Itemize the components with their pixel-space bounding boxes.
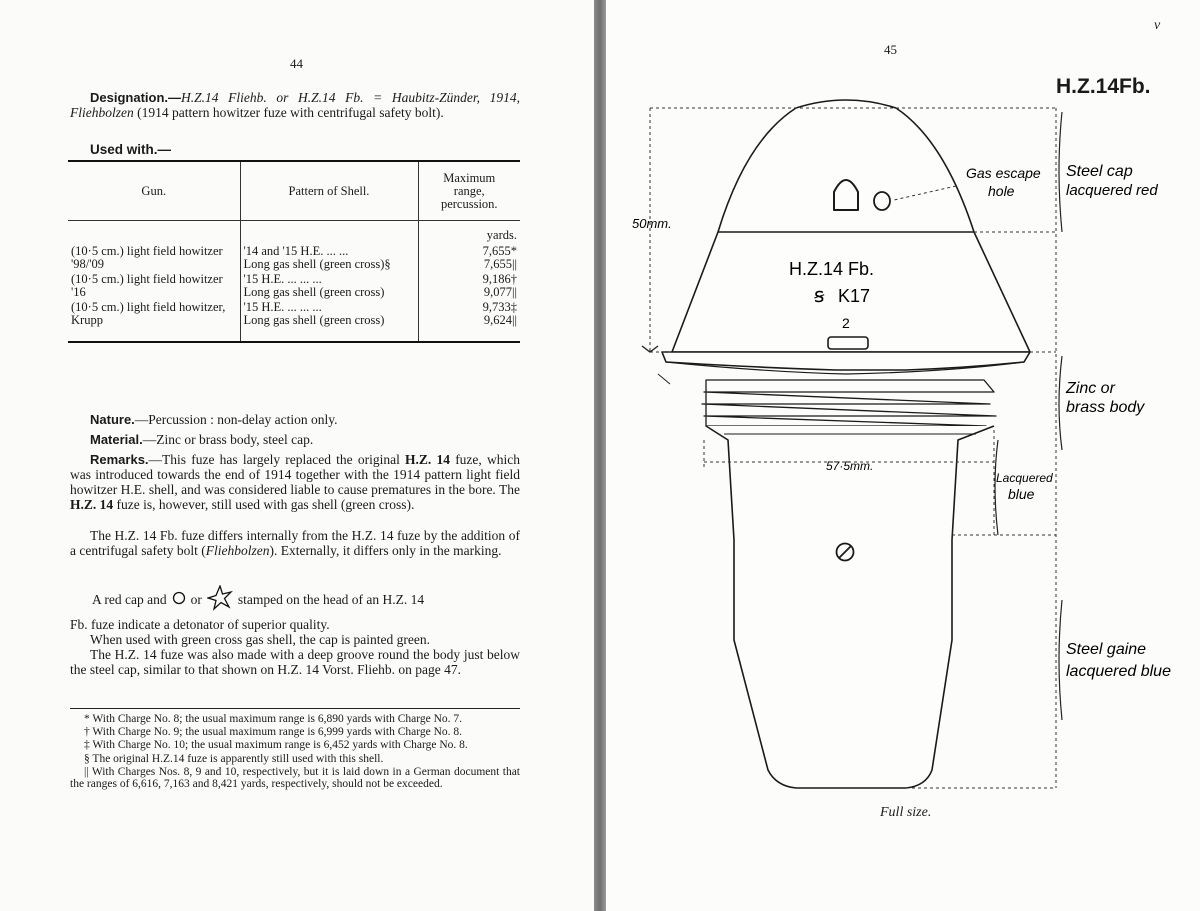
range-table [68,160,520,343]
used-with-heading: Used with.— [90,142,172,157]
footnotes [70,713,520,791]
range-value: 7,655|| [483,257,517,271]
star-mark-icon [207,585,233,615]
range-cell [418,271,520,299]
fuze-diagram [606,0,1200,911]
designation-paragraph [70,90,520,120]
diagram-title: H.Z.14Fb. [1056,75,1151,98]
shell-cell [240,271,418,299]
header-range: Maximum range, percussion. [418,161,520,221]
figure-caption: Full size. [880,805,932,820]
header-shell: Pattern of Shell. [240,161,418,221]
brace-zinc-body [1059,356,1062,450]
designation-label: Designation.— [90,90,182,105]
range-value: 7,655* [482,244,517,258]
page-number: 44 [290,56,303,71]
range-cell [418,299,520,342]
remarks-paragraph [70,452,520,512]
shell-cell [240,299,418,342]
gas-escape-label: hole [988,183,1015,199]
shell-item: Long gas shell (green cross) [243,285,385,299]
marking-line1: H.Z.14 Fb. [789,259,875,279]
gaine-label: Steel gaine [1066,641,1147,658]
zinc-body-label: Zinc or [1066,380,1115,397]
quality-line: Fb. fuze indicate a detonator of superior quality. [70,617,330,632]
groove-paragraph: The H.Z. 14 fuze was also made with a deep groove round the body just below the steel cap, similar to that shown on H.Z. 14 Vorst. Fliehb. on page 47. [70,647,520,677]
table-row [68,299,520,342]
lacquered-blue-label: Lacquered [996,471,1053,485]
left-page [0,0,594,911]
table-row [68,271,520,299]
right-page [606,0,1200,911]
nature-text: —Percussion : non-delay action only. [134,412,338,427]
circle-mark-icon [172,591,186,609]
dim-height-label: 50mm. [632,216,672,231]
material-text: —Zinc or brass body, steel cap. [142,432,314,447]
shell-item: '14 and '15 H.E. ... ... [243,244,349,258]
dim-width-label: 57·5mm. [826,459,874,473]
range-value: 9,733‡ [482,300,517,314]
remarks-label: Remarks. [90,452,149,467]
stamp-line [92,585,522,615]
brace-lacquered [995,440,998,535]
table-header-row [68,161,520,221]
marking-digit: 2 [842,315,850,331]
remarks2-text: ). Externally, it differs only in the marking. [269,543,502,558]
material-paragraph [70,432,520,447]
stamp-text: stamped on the head of an H.Z. 14 [237,592,425,607]
header-gun: Gun. [68,161,240,221]
remarks-text: —This fuze has largely replaced the original [148,452,406,467]
gun-cell: (10·5 cm.) light field howitzer '16 [71,272,223,299]
brace-steel-cap [1059,112,1062,232]
shell-item: '15 H.E. ... ... ... [243,300,322,314]
designation-italic: H.Z.14 Fliehb. or H.Z.14 Fb. = Haubitz-Zünder, 1914, Fliehbolzen [70,90,520,120]
footnote: ‡ With Charge No. 10; the usual maximum range is 6,452 yards with Charge No. 8. [84,739,468,752]
table-row [68,243,520,271]
remarks-text: fuze is, however, still used with gas shell (green cross). [113,497,415,512]
brace-gaine [1059,600,1062,720]
shell-item: '15 H.E. ... ... ... [243,272,322,286]
remarks-bold: H.Z. 14 [70,497,114,512]
gaine-label: lacquered blue [1066,663,1171,680]
steel-cap-label: Steel cap [1066,163,1133,180]
zinc-body-label: brass body [1066,399,1145,416]
gun-cell: (10·5 cm.) light field howitzer '98/'09 [71,244,223,271]
green-cross-line: When used with green cross gas shell, the cap is painted green. [90,632,431,647]
stamp-text: or [190,592,202,607]
remarks-continued [70,528,520,558]
units-label: yards. [418,221,520,244]
range-value: 9,624|| [483,313,517,327]
book-gutter [594,0,606,911]
lacquered-blue-label: blue [1008,486,1035,502]
page-number: 45 [884,42,897,57]
remarks-bold: H.Z. 14 [405,452,450,467]
footnote: * With Charge No. 8; the usual maximum range is 6,890 yards with Charge No. 7. [84,713,463,725]
nature-label: Nature. [90,412,135,427]
shell-item: Long gas shell (green cross)§ [243,257,391,271]
footnote: § The original H.Z.14 fuze is apparently still used with this shell. [84,752,384,765]
range-value: 9,186† [482,272,517,286]
stamp-text: A red cap and [92,592,167,607]
remarks2-italic: Fliehbolzen [205,543,270,558]
steel-cap-label: lacquered red [1066,182,1158,199]
remarks2-text: The H.Z. 14 Fb. fuze differs internally from the H.Z. 14 fuze by the addition of a centrifugal safety bolt ( [70,528,520,558]
shell-cell [240,243,418,271]
shell-item: Long gas shell (green cross) [243,313,385,327]
footnote-rule [70,708,520,709]
material-label: Material. [90,432,143,447]
remarks-text: fuze, which was introduced towards the end of 1914 together with the 1914 pattern light field howitzer H.E. shell, and was considered liable to cause prematures in the bore. The [70,452,520,497]
marking-line2: K17 [838,286,871,306]
designation-text: (1914 pattern howitzer fuze with centrifugal safety bolt). [133,105,444,120]
units-row [68,221,520,244]
body-shape [706,426,994,788]
footnote: † With Charge No. 9; the usual maximum range is 6,999 yards with Charge No. 8. [84,726,463,739]
range-cell [418,243,520,271]
thread-shape [702,380,996,426]
footnote: || With Charges Nos. 8, 9 and 10, respectively, but it is laid down in a German document that the ranges of 6,616, 7,163 and 8,421 yards, respectively, should not be exceeded. [70,765,520,791]
nature-paragraph [70,412,520,427]
corner-mark: v [1154,18,1161,33]
ss-mark-icon: ꞩ [814,285,825,307]
range-value: 9,077|| [483,285,517,299]
gas-escape-label: Gas escape [966,165,1041,181]
steel-cap-shape [672,100,1030,352]
gun-cell: (10·5 cm.) light field howitzer, Krupp [71,300,226,327]
